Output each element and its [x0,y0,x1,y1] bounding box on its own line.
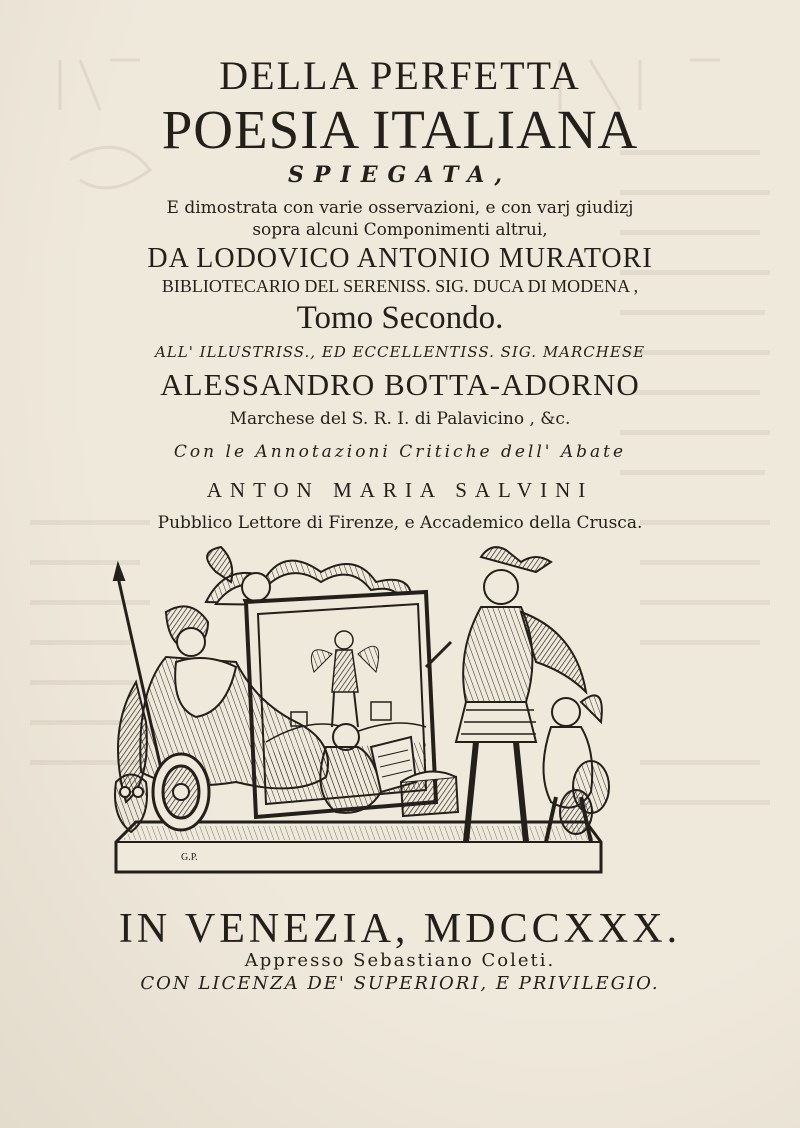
shield [153,754,209,830]
dedication-intro: ALL' ILLUSTRISS., ED ECCELLENTISS. SIG. MARCHESE [154,343,646,361]
subtitle: SPIEGATA, [287,162,513,188]
printer: Appresso Sebastiano Coleti. [244,950,556,971]
annotator: ANTON MARIA SALVINI [206,478,594,502]
license: CON LICENZA DE' SUPERIORI, E PRIVILEGIO. [140,973,660,994]
dedicatee-title: Marchese del S. R. I. di Palavicino , &c. [229,409,571,429]
woodcut-svg [96,542,616,898]
woodcut-illustration [96,542,616,898]
title-line-2: POESIA ITALIANA [161,99,639,160]
description-line-1: E dimostrata con varie osservazioni, e con varj giudizj [166,198,634,218]
description-line-2: sopra alcuni Componimenti altrui, [252,220,548,240]
title-line-1: DELLA PERFETTA [219,53,581,98]
dedicatee: ALESSANDRO BOTTA-ADORNO [160,367,640,402]
author-title: BIBLIOTECARIO DEL SERENISS. SIG. DUCA DI MODENA , [161,276,639,296]
woodcut-signature: G.P. [181,852,198,863]
author: DA LODOVICO ANTONIO MURATORI [147,243,653,274]
annotator-title: Pubblico Lettore di Firenze, e Accademico della Crusca. [157,513,643,533]
volume-label: Tomo Secondo. [296,300,504,336]
chest [401,772,458,816]
imprint-place-date: IN VENEZIA, MDCCXXX. [118,906,682,952]
annotations-intro: Con le Annotazioni Critiche dell' Abate [173,442,627,462]
